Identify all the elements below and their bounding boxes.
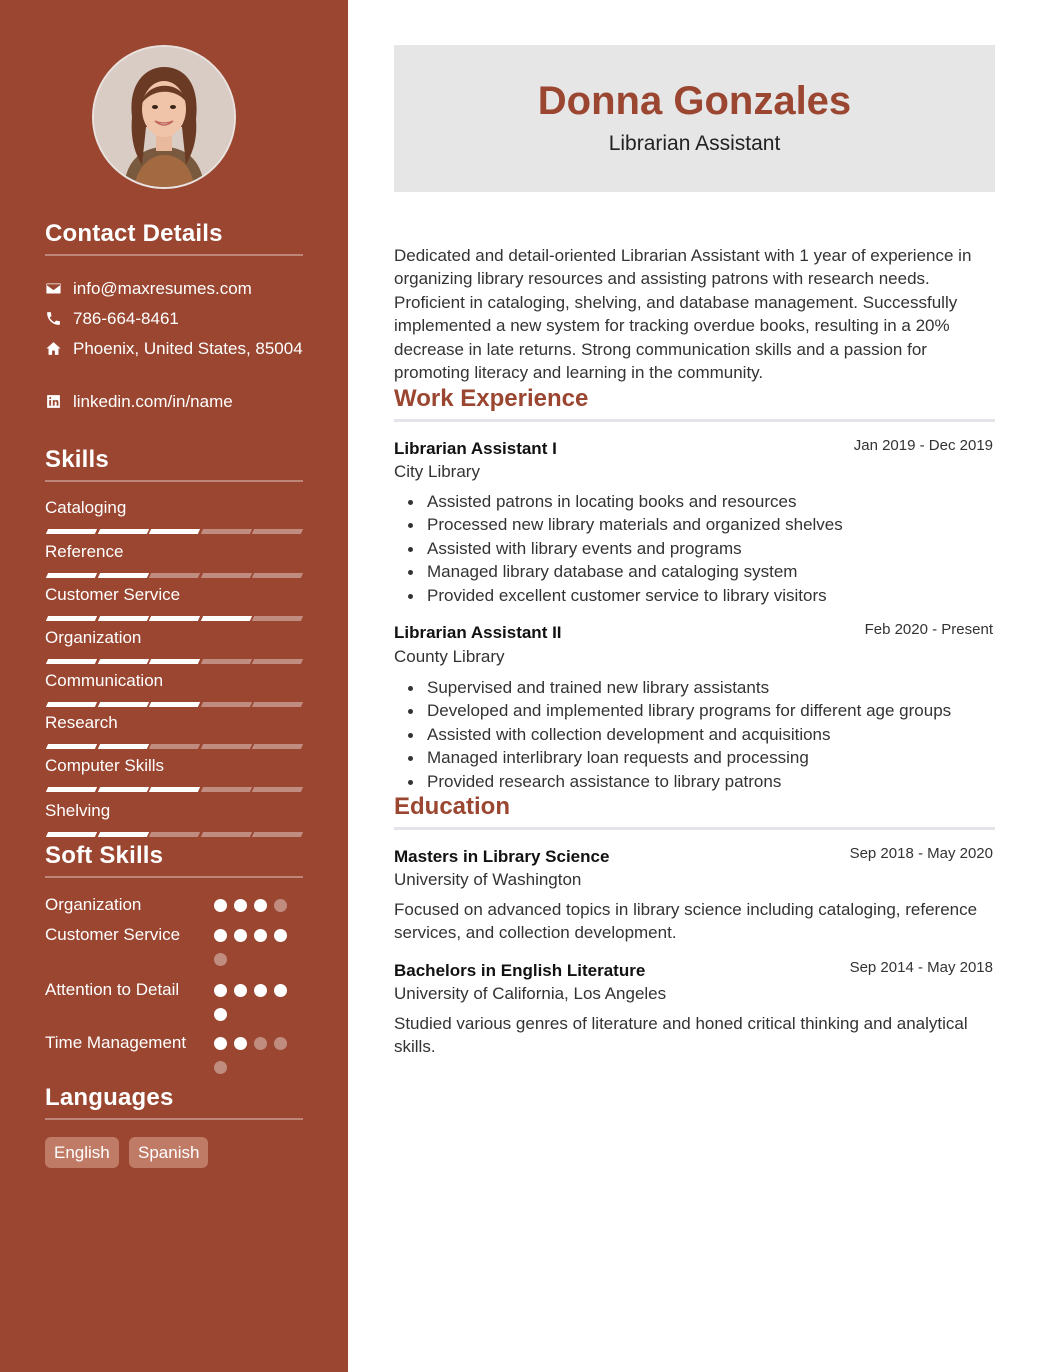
skill-level-segment (200, 573, 251, 578)
soft-skills-heading: Soft Skills (45, 842, 303, 878)
skill-level-bar (45, 787, 303, 792)
skill-level-segment (97, 616, 148, 621)
skill-level-bar (45, 744, 303, 749)
skill-level-segment (97, 702, 148, 707)
list-item: Assisted with collection development and acquisitions (394, 723, 995, 746)
soft-skill-name: Time Management (45, 1033, 187, 1052)
skill-level-segment (200, 832, 251, 837)
skill-name: Shelving (45, 801, 111, 820)
job-org: City Library (394, 462, 480, 481)
languages-heading: Languages (45, 1084, 303, 1120)
rating-dot (214, 1061, 227, 1074)
languages-section (45, 1084, 303, 1120)
soft-skill-name: Customer Service (45, 925, 181, 944)
avatar (94, 47, 234, 187)
skill-level-segment (46, 744, 97, 749)
skill-level-segment (46, 702, 97, 707)
skill-level-segment (46, 832, 97, 837)
skill-level-segment (149, 702, 200, 707)
skill-level-segment (149, 659, 200, 664)
list-item: Assisted patrons in locating books and resources (394, 490, 995, 513)
list-item: Provided research assistance to library patrons (394, 770, 995, 793)
skill-level-bar (45, 573, 303, 578)
skill-name: Customer Service (45, 585, 181, 604)
contact-list (45, 277, 303, 417)
skill-level-segment (46, 787, 97, 792)
list-item: Managed library database and cataloging system (394, 560, 995, 583)
skill-level-segment (200, 787, 251, 792)
rating-dot (234, 929, 247, 942)
job-dates: Jan 2019 - Dec 2019 (853, 437, 993, 454)
skill-level-segment (46, 659, 97, 664)
skill-level-segment (149, 832, 200, 837)
rating-dot (214, 984, 227, 997)
rating-dot (254, 899, 267, 912)
skill-level-segment (149, 573, 200, 578)
skill-level-bar (45, 616, 303, 621)
contact-linkedin[interactable] (45, 390, 303, 413)
list-item: Assisted with library events and programs (394, 537, 995, 560)
soft-skills-section (45, 842, 303, 878)
skill-level-segment (252, 832, 303, 837)
degree-description: Focused on advanced topics in library science including cataloging, reference services, and collection development. (394, 900, 978, 943)
list-item: Developed and implemented library programs for different age groups (394, 699, 995, 722)
rating-dot (214, 899, 227, 912)
rating-dot (214, 1008, 227, 1021)
skill-level-bar (45, 702, 303, 707)
rating-dot (214, 953, 227, 966)
email-text[interactable]: info@maxresumes.com (73, 279, 252, 298)
job-dates: Feb 2020 - Present (864, 621, 993, 638)
degree-title: Bachelors in English Literature (394, 961, 646, 980)
skill-level-segment (252, 787, 303, 792)
rating-dot (254, 984, 267, 997)
rating-dot (274, 1037, 287, 1050)
contact-address (45, 337, 303, 360)
language-tag: English (45, 1137, 119, 1168)
degree-dates: Sep 2018 - May 2020 (849, 845, 993, 862)
skill-name: Organization (45, 628, 142, 647)
job-bullets (394, 676, 995, 793)
skill-level-segment (149, 787, 200, 792)
rating-dot (274, 929, 287, 942)
job-title: Librarian Assistant I (394, 439, 557, 458)
header (394, 45, 995, 192)
list-item: Provided excellent customer service to library visitors (394, 584, 995, 607)
list-item: Supervised and trained new library assistants (394, 676, 995, 699)
skill-level-segment (252, 573, 303, 578)
contact-phone[interactable] (45, 307, 303, 330)
contact-section (45, 220, 303, 256)
linkedin-icon (45, 390, 73, 413)
skill-level-segment (200, 744, 251, 749)
degree-dates: Sep 2014 - May 2018 (849, 959, 993, 976)
rating-dot (274, 899, 287, 912)
linkedin-text[interactable]: linkedin.com/in/name (73, 392, 233, 411)
envelope-icon (45, 277, 73, 300)
skill-level-bar (45, 529, 303, 534)
job-org: County Library (394, 647, 505, 666)
rating-dot (274, 984, 287, 997)
skill-level-segment (149, 616, 200, 621)
skill-level-segment (97, 529, 148, 534)
rating-dot (234, 1037, 247, 1050)
skill-level-segment (200, 529, 251, 534)
sidebar (0, 0, 348, 1372)
skill-name: Reference (45, 542, 124, 561)
skill-level-segment (200, 616, 251, 621)
school-name: University of Washington (394, 870, 582, 889)
skill-level-segment (46, 616, 97, 621)
job-title: Librarian Assistant II (394, 623, 562, 642)
skill-level-segment (200, 659, 251, 664)
skill-level-segment (97, 659, 148, 664)
language-tag: Spanish (129, 1137, 208, 1168)
degree-description: Studied various genres of literature and honed critical thinking and analytical skills. (394, 1014, 968, 1057)
soft-skills-list (45, 893, 303, 1083)
degree-title: Masters in Library Science (394, 847, 610, 866)
skill-level-segment (46, 529, 97, 534)
profile-photo (92, 45, 236, 189)
home-icon (45, 337, 73, 360)
skill-level-segment (252, 659, 303, 664)
skill-level-segment (252, 702, 303, 707)
experience-heading: Work Experience (394, 385, 995, 422)
skill-level-bar (45, 659, 303, 664)
skill-level-segment (149, 744, 200, 749)
skill-level-segment (252, 744, 303, 749)
summary: Dedicated and detail-oriented Librarian Assistant with 1 year of experience in organizing library resources and assisting patrons with research needs. Proficient in cataloging, shelving, and database management. Successfully implemented a new system for tracking overdue books, resulting in a 20% decrease in late returns. Strong communication skills and a passion for promoting literacy and learning in the community. (394, 246, 972, 383)
skill-level-segment (97, 787, 148, 792)
skill-name: Communication (45, 671, 164, 690)
candidate-name: Donna Gonzales (537, 79, 852, 123)
contact-email[interactable] (45, 277, 303, 300)
job-bullets (394, 490, 995, 607)
phone-icon (45, 307, 73, 330)
skill-level-segment (200, 702, 251, 707)
contact-heading: Contact Details (45, 220, 303, 256)
skills-heading: Skills (45, 446, 303, 482)
skill-level-bar (45, 832, 303, 837)
skill-name: Research (45, 713, 118, 732)
education-heading: Education (394, 793, 995, 830)
school-name: University of California, Los Angeles (394, 984, 667, 1003)
rating-dot (214, 929, 227, 942)
soft-skill-name: Organization (45, 895, 142, 914)
skill-level-segment (149, 529, 200, 534)
skill-name: Cataloging (45, 498, 127, 517)
phone-text[interactable]: 786-664-8461 (73, 309, 179, 328)
rating-dot (254, 929, 267, 942)
skills-list (45, 498, 303, 838)
skill-level-segment (97, 832, 148, 837)
candidate-role: Librarian Assistant (608, 132, 781, 155)
rating-dot (254, 1037, 267, 1050)
skill-level-segment (252, 529, 303, 534)
languages-list (45, 1137, 303, 1169)
skill-level-segment (97, 744, 148, 749)
skill-level-segment (46, 573, 97, 578)
rating-dot (234, 899, 247, 912)
skills-section (45, 446, 303, 482)
list-item: Processed new library materials and organized shelves (394, 513, 995, 536)
list-item: Managed interlibrary loan requests and processing (394, 746, 995, 769)
skill-level-segment (97, 573, 148, 578)
rating-dot (214, 1037, 227, 1050)
skill-name: Computer Skills (45, 756, 165, 775)
address-text: Phoenix, United States, 85004 (73, 339, 303, 358)
soft-skill-name: Attention to Detail (45, 980, 180, 999)
skill-level-segment (252, 616, 303, 621)
rating-dot (234, 984, 247, 997)
